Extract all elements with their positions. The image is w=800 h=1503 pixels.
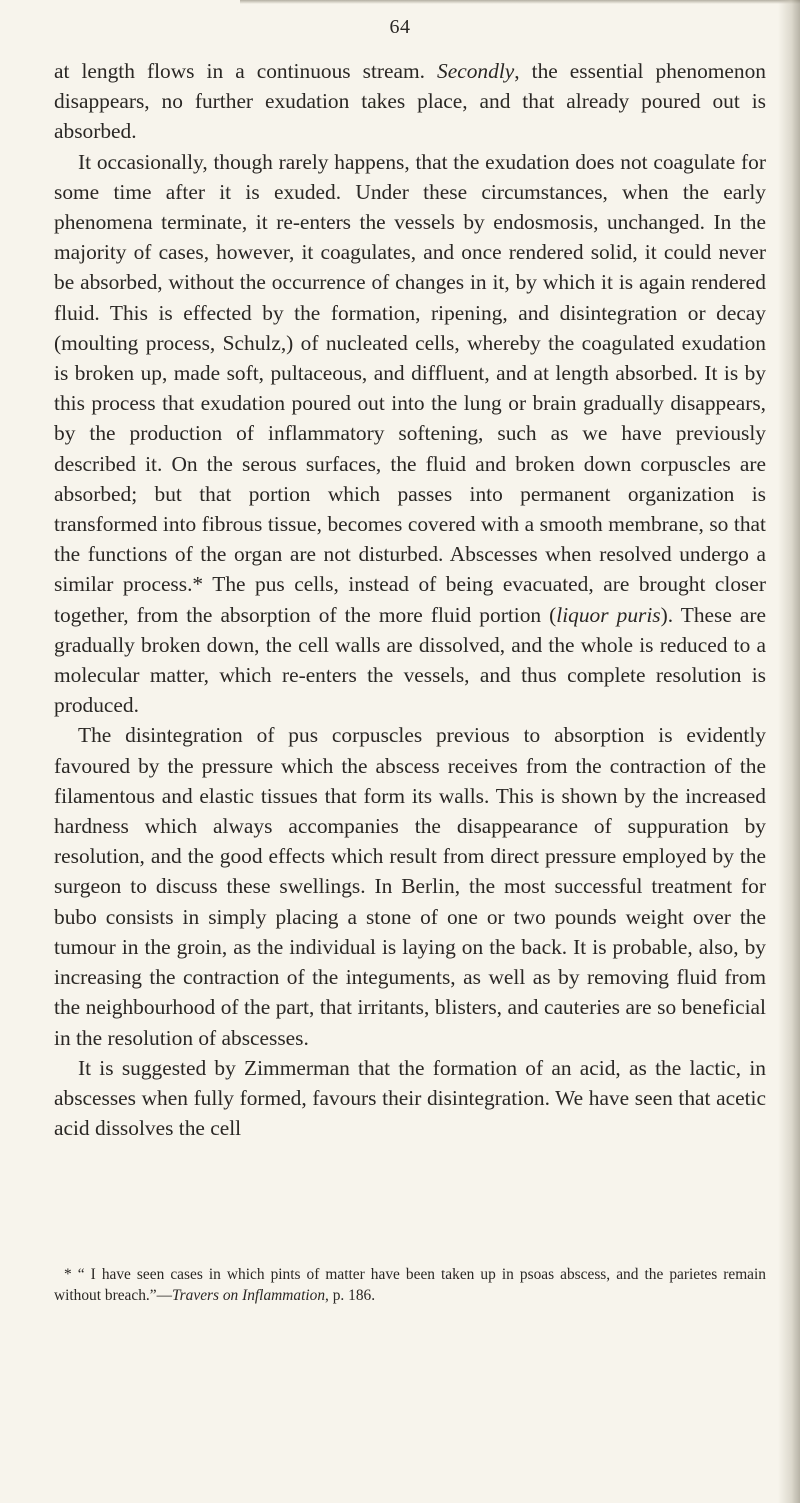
paragraph: [54, 1053, 766, 1144]
paragraph: [54, 56, 766, 147]
paragraph: [54, 720, 766, 1052]
body-text: [54, 56, 766, 1143]
text-run: , the essential phenomenon disappears, no further exudation takes place, and that already poured out is absorbed.: [54, 59, 766, 144]
text-run: * “ I have seen cases in which pints of matter have been taken up in psoas abscess, and the parietes remain without breach.”—: [54, 1266, 766, 1304]
text-run: ). These are gradually broken down, the cell walls are dissolved, and the whole is reduced to a molecular matter, which re-enters the vessels, and thus complete resolution is produced.: [54, 602, 766, 718]
page-top-edge: [240, 0, 800, 4]
paragraph: [54, 147, 766, 721]
footnote: [54, 1264, 766, 1306]
italic-text: Secondly: [437, 59, 515, 83]
text-run: The disintegration of pus corpuscles previous to absorption is evidently favoured by the pressure which the abscess receives from the contraction of the filamentous and elastic tissues that form its walls. This is shown by the increased hardness which always accompanies the disappearance of suppuration by resolution, and the good effects which result from direct pressure employed by the surgeon to discuss these swellings. In Berlin, the most successful treatment for bubo consists in simply placing a stone of one or two pounds weight over the tumour in the groin, as the individual is laying on the back. It is probable, also, by increasing the contraction of the integuments, as well as by removing fluid from the neighbourhood of the part, that irritants, blisters, and cauteries are so beneficial in the resolution of abscesses.: [54, 723, 766, 1050]
text-run: It is suggested by Zimmerman that the formation of an acid, as the lactic, in abscesses when fully formed, favours their disintegration. We have seen that acetic acid dissolves the cell: [54, 1055, 766, 1141]
text-run: It occasionally, though rarely happens, that the exudation does not coagulate for some time after it is exuded. Under these circumstances, when the early phenomena terminate, it re-enters the vessels by endosmosis, unchanged. In the majority of cases, however, it coagulates, and once rendered solid, it could never be absorbed, without the occurrence of changes in it, by which it is again rendered fluid. This is effected by the formation, ripening, and disintegration or decay (moulting process, Schulz,) of nucleated cells, whereby the coagulated exudation is broken up, made soft, pultaceous, and diffluent, and at length absorbed. It is by this process that exudation poured out into the lung or brain gradually disappears, by the production of inflammatory softening, such as we have previously described it. On the serous surfaces, the fluid and broken down corpuscles are absorbed; but that portion which passes into permanent organization is transformed into fibrous tissue, becomes covered with a smooth membrane, so that the functions of the organ are not disturbed. Abscesses when resolved undergo a similar process.* The pus cells, instead of being evacuated, are brought closer together, from the absorption of the more fluid portion (: [54, 149, 766, 627]
italic-text: Travers on Inflammation: [171, 1287, 326, 1304]
italic-text: liquor puris: [556, 602, 661, 627]
page-edge-shadow: [778, 0, 800, 1503]
text-run: , p. 186.: [325, 1287, 376, 1304]
text-run: at length flows in a continuous stream.: [54, 59, 438, 83]
page-number: 64: [389, 16, 411, 38]
